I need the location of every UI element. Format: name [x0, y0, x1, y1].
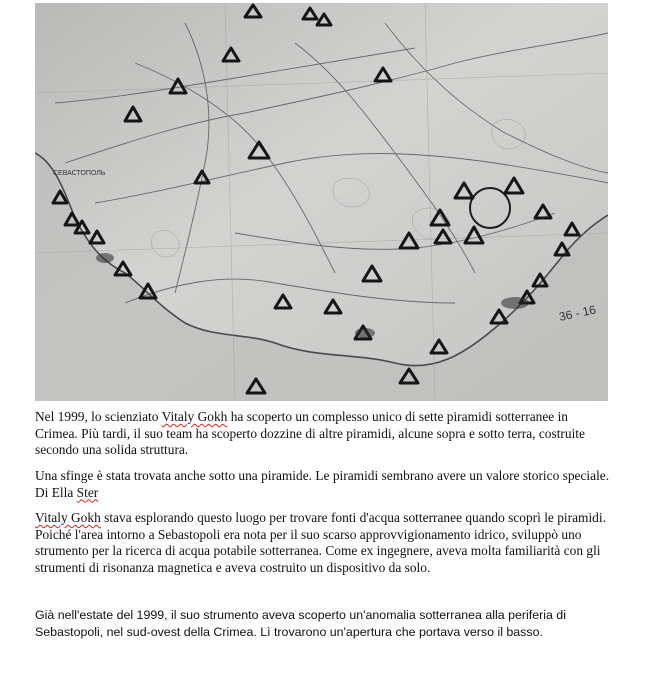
scientist-name: Vitaly Gokh [35, 510, 101, 525]
paragraph-anomaly: Già nell'estate del 1999, il suo strumento aveva scoperto un'anomalia sotterranea alla periferia di Sebastopoli, nel sud-ovest della Crimea. Lì trovarono un'apertura che portava verso il basso. [35, 608, 566, 639]
paragraph-sphinx: Una sfinge è stata trovata anche sotto una piramide. Le piramidi sembrano avere un valore storico speciale. Di Ella Ster [35, 468, 610, 500]
scientist-name: Vitaly Gokh [161, 409, 228, 424]
map-city-label: СЕВАСТОПОЛЬ [53, 170, 106, 177]
paragraph-exploration: Vitaly Gokh stava esplorando questo luogo per trovare fonti d'acqua sotterranee quando scoprì le piramidi. Poiché l'area intorno a Sebastopoli era nota per il suo scarso approvvigionamento idrico, sviluppò uno strumento per la ricerca di acqua potabile sotterranea. Come ex ingegnere, aveva molta familiarità con gli strumenti di risonanza magnetica e aveva costruito un dispositivo da solo. [35, 510, 606, 575]
author-name: Ster [76, 484, 99, 500]
map-image [35, 3, 608, 401]
crimea-map-photo [35, 3, 608, 401]
map-margin-note: 36 - 16 [557, 302, 598, 324]
paragraph-discovery: Nel 1999, lo scienziato Vitaly Gokh ha scoperto un complesso unico di sette piramidi sotterranee in Crimea. Più tardi, il suo team ha scoperto dozzine di altre piramidi, alcune sopra e sotto terra, costruite secondo una solida struttura. [35, 409, 585, 458]
